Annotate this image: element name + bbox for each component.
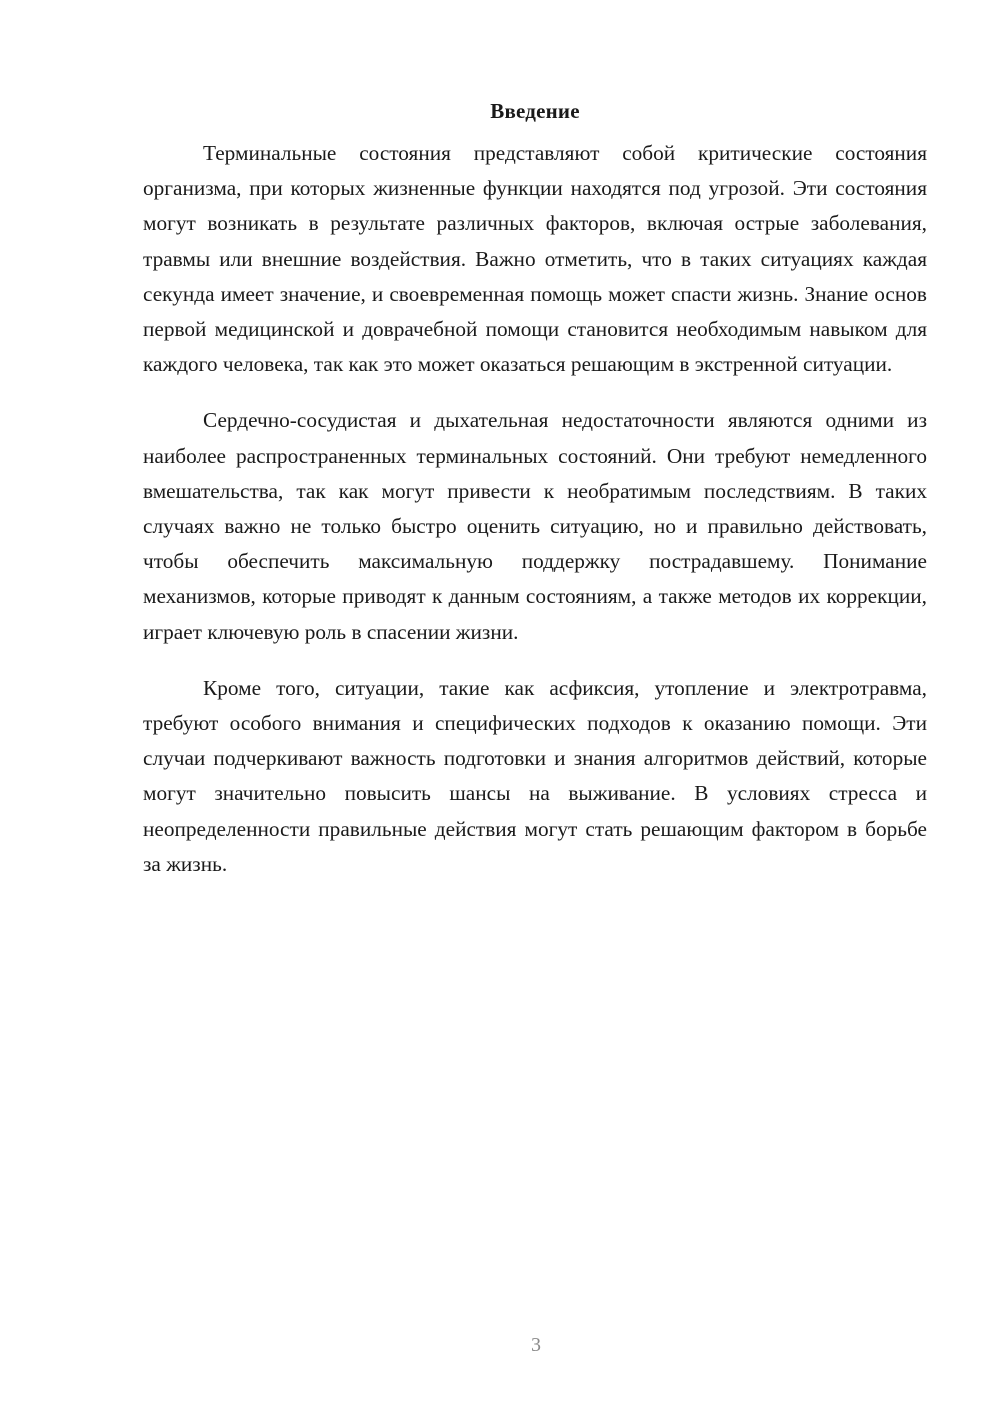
paragraph-1: Терминальные состояния представляют собой критические состояния организма, при которых жизненные функции находятся под угрозой. Эти состояния могут возникать в результате различных факторов, включая острые заболевания, травмы или внешние воздействия. Важно отметить, что в таких ситуациях каждая секунда имеет значение, и своевременная помощь может спасти жизнь. Знание основ первой медицинской и доврачебной помощи становится необходимым навыком для каждого человека, так как это может оказаться решающим в экстренной ситуации.	[143, 141, 927, 377]
page-number: 3	[531, 1334, 541, 1356]
page-content	[143, 96, 927, 903]
paragraph-3: Кроме того, ситуации, такие как асфиксия, утопление и электротравма, требуют особого внимания и специфических подходов к оказанию помощи. Эти случаи подчеркивают важность подготовки и знания алгоритмов действий, которые могут значительно повысить шансы на выживание. В условиях стресса и неопределенности правильные действия могут стать решающим фактором в борьбе за жизнь.	[143, 675, 927, 876]
section-heading: Введение	[490, 99, 580, 123]
paragraph-2: Сердечно-сосудистая и дыхательная недостаточности являются одними из наиболее распространенных терминальных состояний. Они требуют немедленного вмешательства, так как могут привести к необратимым последствиям. В таких случаях важно не только быстро оценить ситуацию, но и правильно действовать, чтобы обеспечить максимальную поддержку пострадавшему. Понимание механизмов, которые приводят к данным состояниям, а также методов их коррекции, играет ключевую роль в спасении жизни.	[143, 408, 927, 644]
